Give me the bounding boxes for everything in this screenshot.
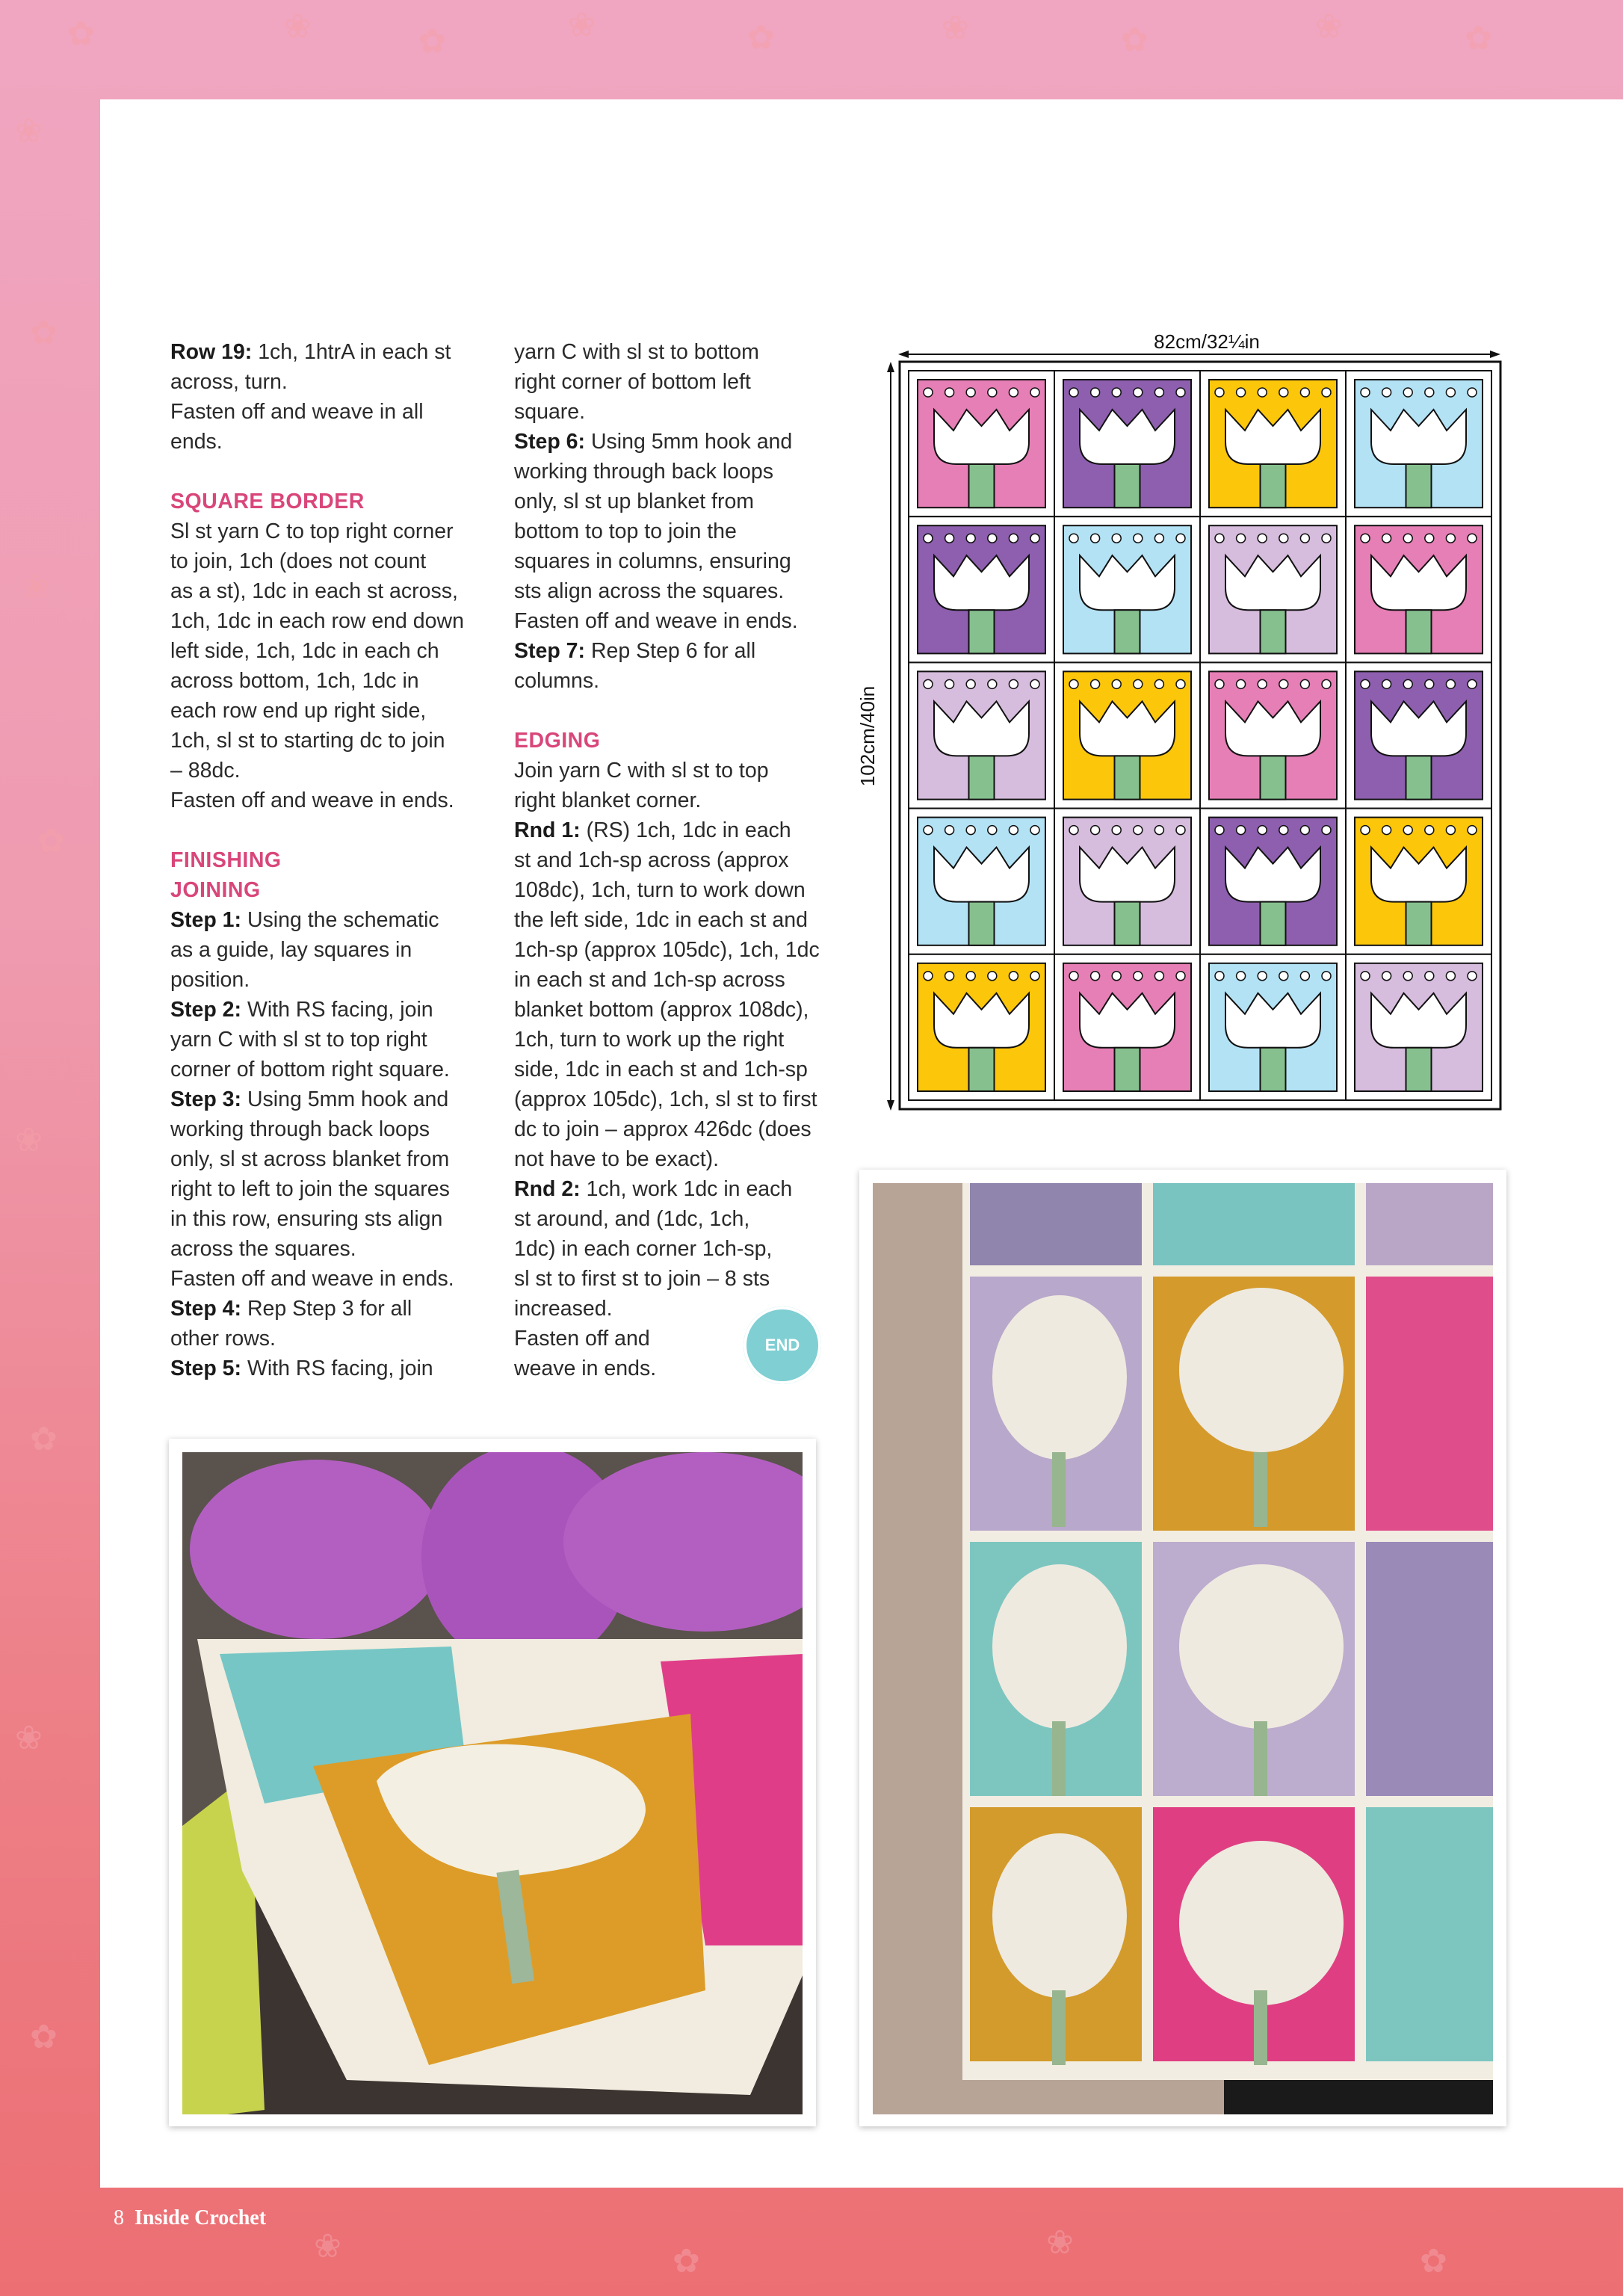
tulip-square-lilac <box>1054 809 1200 954</box>
step6-label: Step 6: <box>514 430 586 454</box>
rnd1-line: the left side, 1dc in each st and <box>514 908 808 932</box>
rnd1-label: Rnd 1: <box>514 818 581 842</box>
rnd2-line: Fasten off and <box>514 1327 650 1351</box>
height-label: 102cm/40in <box>856 685 879 787</box>
row19-line: across, turn. <box>170 370 288 394</box>
text-column-2 <box>514 337 843 1383</box>
square-border-line: 1ch, 1dc in each row end down <box>170 609 464 633</box>
blanket-schematic <box>852 329 1509 1114</box>
photo-blanket-hanging <box>873 1183 1493 2114</box>
step2-line: yarn C with sl st to top right <box>170 1028 427 1052</box>
joining-heading: JOINING <box>170 878 261 902</box>
step6-line: sts align across the squares. <box>514 579 785 603</box>
step5-label: Step 5: <box>170 1357 242 1380</box>
tulip-square-lilac <box>1200 516 1346 662</box>
step4-text: Rep Step 3 for all <box>241 1297 412 1321</box>
step2-label: Step 2: <box>170 998 242 1022</box>
step3-line: in this row, ensuring sts align <box>170 1207 443 1231</box>
rnd2-label: Rnd 2: <box>514 1177 581 1201</box>
rnd2-line: sl st to first st to join – 8 sts <box>514 1267 770 1291</box>
tulip-square-pink <box>1054 954 1200 1100</box>
tulip-square-blue <box>909 809 1054 954</box>
step2-line: corner of bottom right square. <box>170 1058 450 1081</box>
arrowhead-down-icon <box>887 1100 894 1111</box>
page-number: 8 <box>114 2206 124 2229</box>
rnd2-line: weave in ends. <box>514 1357 657 1380</box>
tulip-square-blue <box>1054 516 1200 662</box>
tulip-square-yellow <box>1054 662 1200 808</box>
square-border-line: Fasten off and weave in ends. <box>170 789 454 812</box>
row19-line: Fasten off and weave in all <box>170 400 424 424</box>
step4-label: Step 4: <box>170 1297 242 1321</box>
magazine-name: Inside Crochet <box>135 2206 267 2229</box>
row19-text: 1ch, 1htrA in each st <box>252 340 451 364</box>
step7-line: columns. <box>514 669 600 693</box>
step3-text: Using 5mm hook and <box>241 1087 449 1111</box>
rnd2-line: st around, and (1dc, 1ch, <box>514 1207 750 1231</box>
square-border-line: as a st), 1dc in each st across, <box>170 579 458 603</box>
step1-line: position. <box>170 968 250 992</box>
text-column-1 <box>170 337 492 1383</box>
finishing-heading: FINISHING <box>170 848 282 872</box>
width-label: 82cm/32¼in <box>1154 330 1260 353</box>
tulip-square-purple <box>909 516 1054 662</box>
tulip-square-blue <box>1346 371 1491 516</box>
step7-label: Step 7: <box>514 639 586 663</box>
rnd1-line: st and 1ch-sp across (approx <box>514 848 789 872</box>
step3-label: Step 3: <box>170 1087 242 1111</box>
step6-line: Fasten off and weave in ends. <box>514 609 798 633</box>
tulip-square-lilac <box>909 662 1054 808</box>
tulip-square-pink <box>1200 662 1346 808</box>
tulip-square-yellow <box>1200 371 1346 516</box>
rnd2-line: increased. <box>514 1297 613 1321</box>
photo-frame-cushion <box>169 1439 816 2126</box>
photo-frame-blanket <box>859 1170 1506 2126</box>
rnd2-text: 1ch, work 1dc in each <box>580 1177 793 1201</box>
end-badge: END <box>744 1306 821 1384</box>
step5-continued-line: right corner of bottom left <box>514 370 751 394</box>
edging-line: Join yarn C with sl st to top <box>514 759 769 783</box>
tulip-square-grid <box>909 371 1491 1100</box>
tulip-square-lilac <box>1346 954 1491 1100</box>
rnd2-line: 1dc) in each corner 1ch-sp, <box>514 1237 773 1261</box>
step5-continued-line: square. <box>514 400 586 424</box>
square-border-line: each row end up right side, <box>170 699 427 723</box>
step3-line: across the squares. <box>170 1237 356 1261</box>
step1-text: Using the schematic <box>241 908 439 932</box>
rnd1-line: side, 1dc in each st and 1ch-sp <box>514 1058 808 1081</box>
step6-line: bottom to top to join the <box>514 519 737 543</box>
step3-line: right to left to join the squares <box>170 1177 450 1201</box>
square-border-line: left side, 1ch, 1dc in each ch <box>170 639 439 663</box>
arrowhead-right-icon <box>1490 351 1500 358</box>
rnd1-line: 1ch-sp (approx 105dc), 1ch, 1dc <box>514 938 820 962</box>
rnd1-line: (approx 105dc), 1ch, sl st to first <box>514 1087 817 1111</box>
step6-line: only, sl st up blanket from <box>514 490 755 513</box>
step6-line: squares in columns, ensuring <box>514 549 791 573</box>
tulip-square-yellow <box>909 954 1054 1100</box>
tulip-square-purple <box>1346 662 1491 808</box>
step1-label: Step 1: <box>170 908 242 932</box>
step3-line: only, sl st across blanket from <box>170 1147 450 1171</box>
arrowhead-left-icon <box>898 351 909 358</box>
rnd1-line: 1ch, turn to work up the right <box>514 1028 785 1052</box>
page-footer <box>114 2206 266 2230</box>
tulip-square-purple <box>1054 371 1200 516</box>
step4-line: other rows. <box>170 1327 276 1351</box>
tulip-square-purple <box>1200 809 1346 954</box>
square-border-line: to join, 1ch (does not count <box>170 549 427 573</box>
arrowhead-up-icon <box>887 362 894 372</box>
step6-text: Using 5mm hook and <box>585 430 793 454</box>
step5-text: With RS facing, join <box>241 1357 433 1380</box>
square-border-line: 1ch, sl st to starting dc to join <box>170 729 445 753</box>
rnd1-line: dc to join – approx 426dc (does <box>514 1117 812 1141</box>
rnd1-line: in each st and 1ch-sp across <box>514 968 785 992</box>
step7-text: Rep Step 6 for all <box>585 639 756 663</box>
edging-line: right blanket corner. <box>514 789 702 812</box>
tulip-square-yellow <box>1346 809 1491 954</box>
square-border-heading: SQUARE BORDER <box>170 490 365 513</box>
square-border-line: across bottom, 1ch, 1dc in <box>170 669 419 693</box>
rnd1-text: (RS) 1ch, 1dc in each <box>580 818 791 842</box>
rnd1-line: not have to be exact). <box>514 1147 720 1171</box>
rnd1-line: blanket bottom (approx 108dc), <box>514 998 809 1022</box>
step5-continued-line: yarn C with sl st to bottom <box>514 340 759 364</box>
rnd1-line: 108dc), 1ch, turn to work down <box>514 878 806 902</box>
row19-line: ends. <box>170 430 223 454</box>
step2-text: With RS facing, join <box>241 998 433 1022</box>
square-border-line: – 88dc. <box>170 759 241 783</box>
step3-line: working through back loops <box>170 1117 430 1141</box>
step3-line: Fasten off and weave in ends. <box>170 1267 454 1291</box>
tulip-square-blue <box>1200 954 1346 1100</box>
square-border-line: Sl st yarn C to top right corner <box>170 519 454 543</box>
edging-heading: EDGING <box>514 729 601 753</box>
photo-cushion-blanket <box>182 1452 803 2114</box>
step6-line: working through back loops <box>514 460 773 484</box>
step1-line: as a guide, lay squares in <box>170 938 412 962</box>
tulip-square-pink <box>1346 516 1491 662</box>
tulip-square-pink <box>909 371 1054 516</box>
row19-label: Row 19: <box>170 340 253 364</box>
